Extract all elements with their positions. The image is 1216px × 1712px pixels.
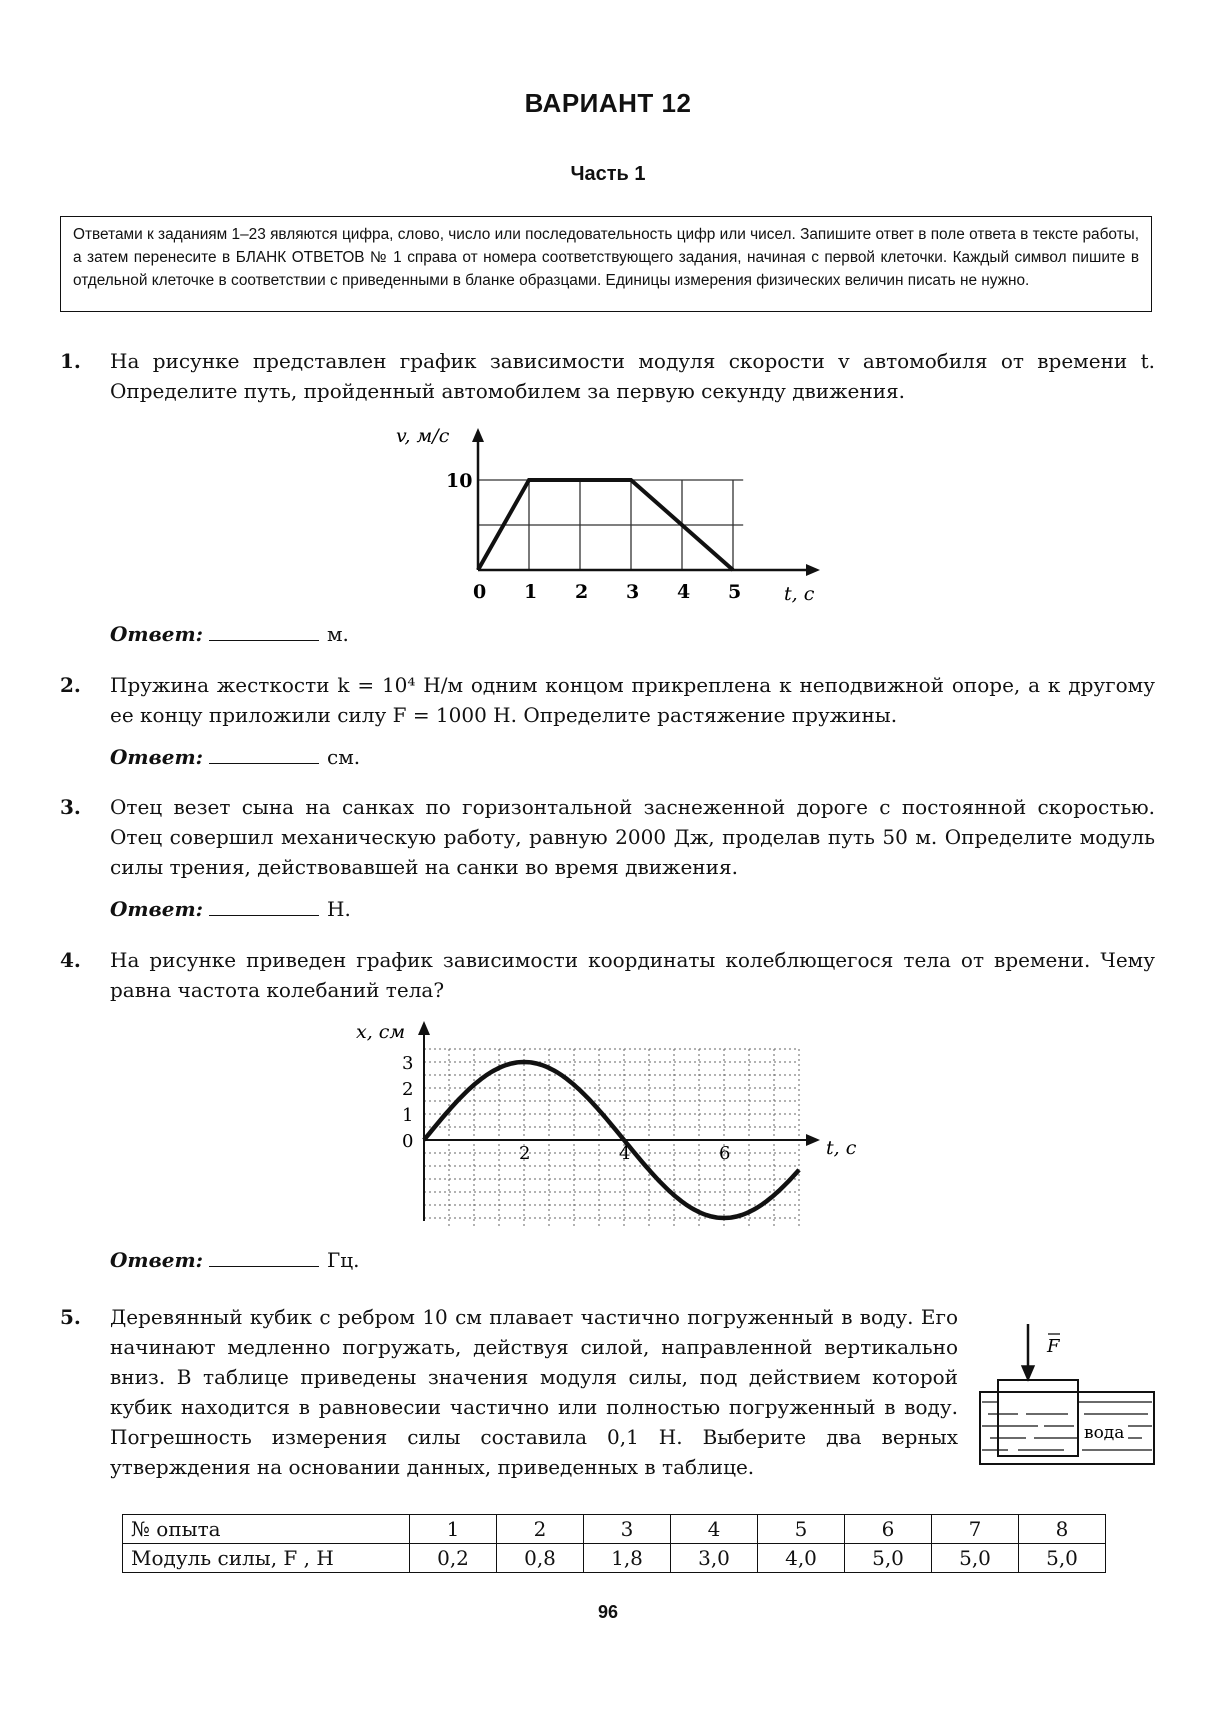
y-tick-label: 2: [402, 1079, 414, 1100]
part-title: Часть 1: [570, 163, 646, 185]
answer-label: Ответ:: [110, 897, 203, 921]
x-axis-label: t, с: [784, 583, 815, 605]
table-cell: 3,0: [671, 1544, 758, 1573]
y-tick-label: 1: [402, 1105, 414, 1126]
x-tick-label: 1: [524, 581, 538, 603]
answer-1: [110, 622, 349, 646]
task-number: 2.: [60, 673, 81, 697]
table-cell: 0,8: [497, 1544, 584, 1573]
table-header: № опыта: [123, 1515, 410, 1544]
table-row: [123, 1515, 1106, 1544]
table-cell: 6: [845, 1515, 932, 1544]
answer-3: [110, 897, 351, 921]
table-cell: 4: [671, 1515, 758, 1544]
answer-label: Ответ:: [110, 622, 203, 646]
answer-label: Ответ:: [110, 745, 203, 769]
answer-unit: Н.: [327, 897, 351, 921]
page-number: 96: [597, 1602, 619, 1622]
force-arrowhead: [1022, 1366, 1034, 1380]
y-axis-arrow: [472, 428, 484, 442]
task-text: Деревянный кубик с ребром 10 см плавает частично погруженный в воду. Его начинают медленно погружать, действуя силой, направленной вертикально вниз. В таблице приведены значения модуля силы, под действием которой кубик находится в равновесии частично или полностью погруженный в воду. Погрешность измерения силы составила 0,1 Н. Выберите два верных утверждения на основании данных, приведенных в таблице.: [110, 1305, 958, 1479]
chart-axes: [418, 1021, 820, 1221]
answer-unit: Гц.: [327, 1248, 360, 1272]
task-text: Пружина жесткости k = 10⁴ Н/м одним концом прикреплена к неподвижной опоре, а к другому ее концу приложили силу F = 1000 Н. Определите растяжение пружины.: [110, 673, 1155, 727]
y-tick-label: 0: [402, 1131, 414, 1152]
table-header: Модуль силы, F , Н: [123, 1544, 410, 1573]
results-table: [122, 1514, 1106, 1573]
table-cell: 3: [584, 1515, 671, 1544]
table-cell: 5: [758, 1515, 845, 1544]
y-tick-label: 3: [402, 1053, 414, 1074]
answer-unit: м.: [327, 622, 349, 646]
y-axis-label: x, см: [356, 1021, 406, 1043]
table-cell: 5,0: [932, 1544, 1019, 1573]
velocity-time-chart: [380, 420, 840, 610]
task-text: На рисунке приведен график зависимости координаты колеблющегося тела от времени. Чему равна частота колебаний тела?: [110, 948, 1155, 1002]
chart-axes: [472, 428, 820, 576]
x-tick-label: 4: [677, 581, 691, 603]
y-axis-arrow: [418, 1021, 430, 1035]
x-tick-label: 4: [619, 1143, 631, 1164]
x-tick-label: 0: [473, 581, 487, 603]
task-number: 1.: [60, 349, 81, 373]
table-row: [123, 1544, 1106, 1573]
chart-grid: [478, 480, 743, 570]
force-label: F: [1047, 1336, 1060, 1357]
task-text: Отец везет сына на санках по горизонтальной заснеженной дороге с постоянной скоростью. Отец совершил механическую работу, равную 2000 Дж, проделав путь 50 м. Определите модуль силы трения, действовавшей на санки во время движения.: [110, 795, 1155, 879]
answer-field[interactable]: [209, 897, 319, 916]
oscillation-chart: [350, 1016, 870, 1226]
table-cell: 7: [932, 1515, 1019, 1544]
x-axis-arrow: [806, 564, 820, 576]
x-tick-label: 6: [719, 1143, 731, 1164]
answer-field[interactable]: [209, 745, 319, 764]
floating-cube-figure: [978, 1320, 1158, 1470]
table-cell: 8: [1019, 1515, 1106, 1544]
table-cell: 1: [410, 1515, 497, 1544]
task-number: 4.: [60, 948, 81, 972]
x-tick-label: 2: [519, 1143, 531, 1164]
x-tick-label: 5: [728, 581, 742, 603]
table-cell: 2: [497, 1515, 584, 1544]
table-cell: 5,0: [845, 1544, 932, 1573]
answer-field[interactable]: [209, 1248, 319, 1267]
table-cell: 0,2: [410, 1544, 497, 1573]
y-tick-label: 10: [446, 470, 473, 492]
table-cell: 1,8: [584, 1544, 671, 1573]
x-axis-arrow: [806, 1134, 820, 1146]
table-cell: 5,0: [1019, 1544, 1106, 1573]
water-label: вода: [1084, 1423, 1125, 1443]
table-cell: 4,0: [758, 1544, 845, 1573]
chart-grid: [424, 1049, 799, 1226]
answer-label: Ответ:: [110, 1248, 203, 1272]
x-tick-label: 3: [626, 581, 640, 603]
answer-2: [110, 745, 360, 769]
task-number: 3.: [60, 795, 81, 819]
instructions-box: Ответами к заданиям 1–23 являются цифра, слово, число или последовательность цифр или чисел. Запишите ответ в поле ответа в тексте работы, а затем перенесите в БЛАНК ОТВЕТОВ № 1 справа от номера соответствующего задания, начиная с первой клеточки. Каждый символ пишите в отдельной клеточке в соответствии с приведенными в бланке образцами. Единицы измерения физических величин писать не нужно.: [60, 216, 1152, 312]
answer-field[interactable]: [209, 622, 319, 641]
task-number: 5.: [60, 1305, 81, 1329]
variant-title: ВАРИАНТ 12: [524, 88, 692, 118]
answer-4: [110, 1248, 359, 1272]
x-axis-label: t, с: [826, 1137, 857, 1159]
task-text: На рисунке представлен график зависимости модуля скорости v автомобиля от времени t. Определите путь, пройденный автомобилем за первую секунду движения.: [110, 349, 1155, 403]
y-axis-label: v, м/с: [396, 425, 450, 447]
answer-unit: см.: [327, 745, 361, 769]
x-tick-label: 2: [575, 581, 589, 603]
